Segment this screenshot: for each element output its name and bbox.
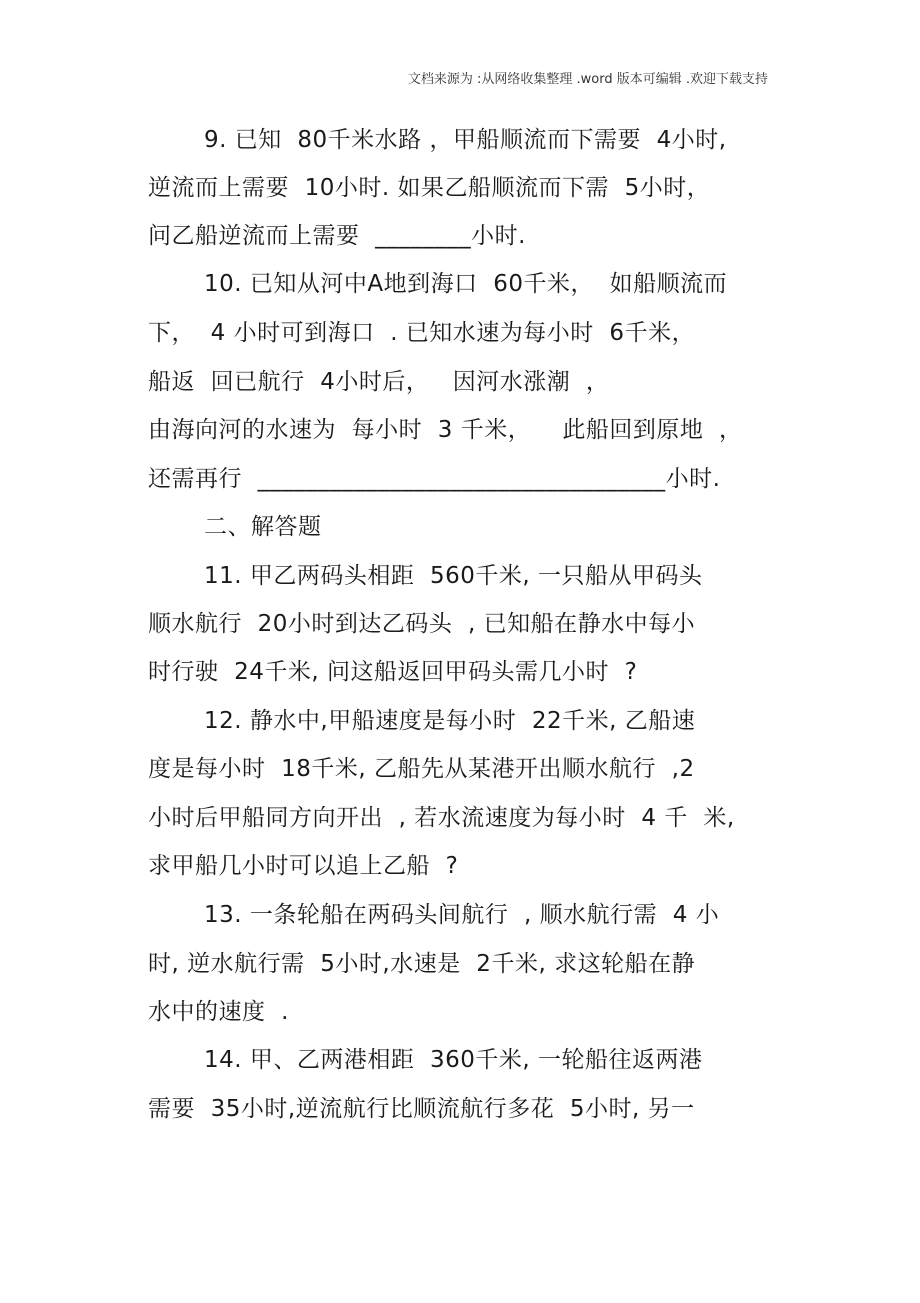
text-line: 下， 4 小时可到海口 . 已知水速为每小时 6千米， [148, 320, 696, 346]
section-heading: 二、解答题 [204, 514, 322, 540]
text-line: 时行驶 24千米, 问这船返回甲码头需几小时 ? [148, 659, 638, 685]
text-line: 时, 逆水航行需 5小时,水速是 2千米, 求这轮船在静 [148, 951, 696, 977]
text-line: 需要 35小时,逆流航行比顺流航行多花 5小时, 另一 [148, 1096, 695, 1122]
text-line: 小时后甲船同方向开出 , 若水流速度为每小时 4 千 米, [148, 805, 735, 831]
text-line: 求甲船几小时可以追上乙船 ? [148, 853, 459, 879]
text-line: 11. 甲乙两码头相距 560千米, 一只船从甲码头 [204, 563, 703, 589]
text-line: 船返 回已航行 4小时后， 因河水涨潮 ， [148, 369, 610, 395]
text-line: 顺水航行 20小时到达乙码头 , 已知船在静水中每小 [148, 611, 696, 637]
text-line: 逆流而上需要 10小时. 如果乙船顺流而下需 5小时， [148, 175, 711, 201]
text-line: 问乙船逆流而上需要 ________小时. [148, 223, 526, 249]
text-line: 10. 已知从河中A地到海口 60千米， 如船顺流而 [204, 271, 728, 297]
text-line: 度是每小时 18千米, 乙船先从某港开出顺水航行 ,2 [148, 756, 695, 782]
text-line: 12. 静水中,甲船速度是每小时 22千米, 乙船速 [204, 708, 696, 734]
text-line: 14. 甲、乙两港相距 360千米, 一轮船往返两港 [204, 1047, 703, 1073]
text-line: 还需再行 __________________________________小时. [148, 466, 721, 492]
text-line: 水中的速度 . [148, 999, 289, 1025]
text-line: 9. 已知 80千米水路 ，甲船顺流而下需要 4小时, [204, 127, 727, 153]
page-header-note: 文档来源为 :从网络收集整理 .word 版本可编辑 .欢迎下载支持 [407, 72, 768, 87]
text-line: 13. 一条轮船在两码头间航行 , 顺水航行需 4 小 [204, 902, 720, 928]
text-line: 由海向河的水速为 每小时 3 千米， 此船回到原地 ， [148, 417, 743, 443]
